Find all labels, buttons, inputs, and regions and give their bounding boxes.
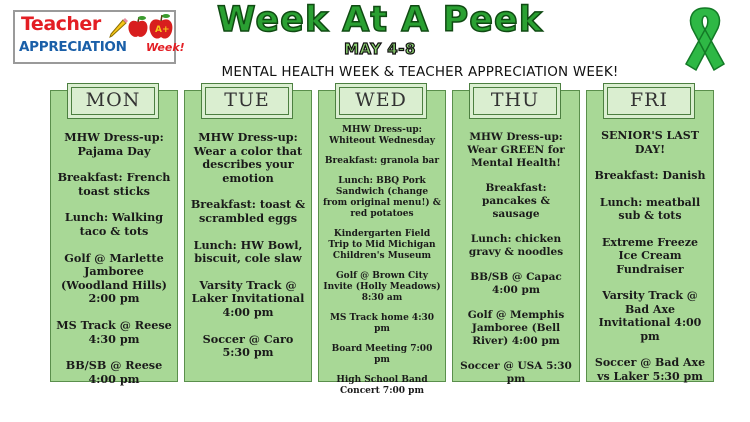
list-item: Soccer @ Caro 5:30 pm: [202, 331, 294, 360]
list-item: Soccer @ Bad Axe vs Laker 5:30 pm: [594, 356, 706, 383]
list-item: Breakfast: toast & scrambled eggs: [190, 197, 306, 225]
logo-week-text: Week!: [146, 41, 185, 54]
list-item: MHW Dress-up: Wear GREEN for Mental Health!: [467, 131, 565, 169]
list-item: Lunch: BBQ Pork Sandwich (change from original menu!) & red potatoes: [323, 176, 441, 219]
list-item: MHW Dress-up: Whiteout Wednesday: [329, 125, 435, 146]
green-ribbon-icon: [670, 4, 740, 82]
list-item: Varsity Track @ Bad Axe Invitational 4:00 pm: [598, 289, 702, 343]
list-item: High School Band Concert 7:00 pm: [336, 375, 428, 396]
logo-appreciation-text: APPRECIATION: [19, 39, 127, 55]
day-label-thu: THU: [469, 83, 561, 119]
week-subtitle: MENTAL HEALTH WEEK & TEACHER APPRECIATION WEEK!: [221, 64, 619, 80]
list-item: Extreme Freeze Ice Cream Fundraiser: [602, 235, 698, 276]
list-item: Lunch: HW Bowl, biscuit, cole slaw: [193, 237, 303, 266]
list-item: MS Track home 4:30 pm: [329, 313, 435, 334]
day-column-wed: [318, 89, 446, 396]
list-item: Golf @ Marlette Jamboree (Woodland Hills) 2:00 pm: [61, 250, 167, 306]
day-items-mon: [55, 131, 173, 386]
list-item: Lunch: Walking taco & tots: [64, 210, 164, 238]
list-item: Breakfast: granola bar: [324, 156, 440, 166]
list-item: Varsity Track @ Laker Invitational 4:00 pm: [191, 277, 305, 319]
apple-grade-text: A+: [155, 25, 170, 35]
day-label-fri: FRI: [603, 83, 695, 119]
day-items-tue: [189, 131, 307, 360]
list-item: Lunch: meatball sub & tots: [599, 195, 701, 222]
list-item: MHW Dress-up: Wear a color that describes your emotion: [193, 130, 303, 185]
list-item: Golf @ Memphis Jamboree (Bell River) 4:00 pm: [467, 309, 565, 347]
page-title: Week At A Peek: [217, 0, 543, 40]
day-label-tue: TUE: [201, 83, 293, 119]
list-item: BB/SB @ Reese 4:00 pm: [65, 358, 163, 386]
day-column-mon: [50, 89, 178, 386]
list-item: MS Track @ Reese 4:30 pm: [56, 317, 172, 346]
day-column-tue: [184, 90, 312, 382]
list-item: Breakfast: Danish: [594, 169, 706, 182]
list-item: Lunch: chicken gravy & noodles: [468, 233, 564, 258]
list-item: SENIOR'S LAST DAY!: [601, 129, 699, 156]
day-label-mon: MON: [67, 83, 159, 119]
list-item: Breakfast: French toast sticks: [57, 170, 171, 198]
list-item: Soccer @ USA 5:30 pm: [460, 360, 572, 385]
list-item: Breakfast: pancakes & sausage: [482, 182, 550, 220]
list-item: Golf @ Brown City Invite (Holly Meadows) 8:30 am: [323, 271, 441, 303]
day-column-fri: [586, 90, 714, 382]
day-items-wed: [323, 125, 441, 397]
apple-icon: [127, 15, 149, 39]
logo-teacher-text: Teacher: [21, 13, 101, 35]
teacher-appreciation-logo: [13, 10, 185, 64]
list-item: BB/SB @ Capac 4:00 pm: [470, 271, 562, 296]
day-label-wed: WED: [335, 83, 427, 119]
pencil-icon: [109, 16, 129, 38]
list-item: MHW Dress-up: Pajama Day: [64, 130, 164, 158]
week-date: MAY 4-8: [344, 40, 416, 58]
day-items-thu: [457, 131, 575, 386]
list-item: Kindergarten Field Trip to Mid Michigan Children's Museum: [328, 229, 436, 261]
apple-grade-icon: [148, 13, 174, 41]
day-column-thu: [452, 89, 580, 385]
list-item: Board Meeting 7:00 pm: [331, 344, 433, 365]
day-items-fri: [591, 129, 709, 383]
